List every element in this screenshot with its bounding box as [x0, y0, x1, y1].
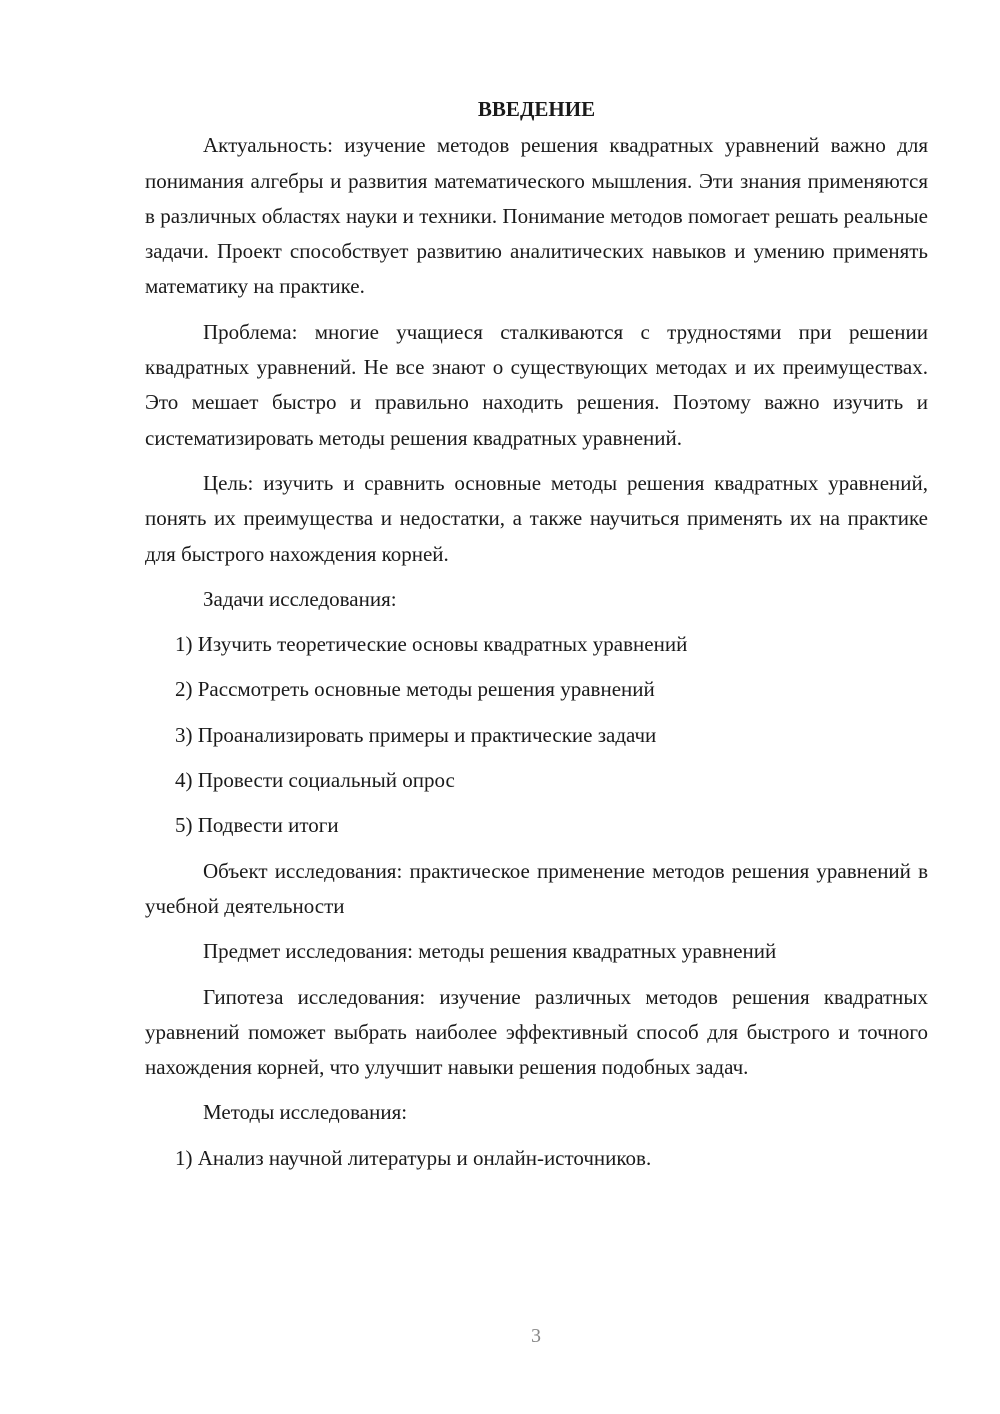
section-heading: ВВЕДЕНИЕ: [477, 97, 596, 121]
object-paragraph: Объект исследования: практическое применение методов решения уравнений в учебной деятельности: [145, 858, 928, 918]
hypothesis-paragraph: Гипотеза исследования: изучение различных методов решения квадратных уравнений поможет выбрать наиболее эффективный способ для быстрого и точного нахождения корней, что улучшит навыки решения подобных задач.: [145, 984, 928, 1080]
page-number: 3: [531, 1325, 541, 1347]
task-item: 2) Рассмотреть основные методы решения уравнений: [175, 677, 655, 702]
task-item: 3) Проанализировать примеры и практические задачи: [175, 722, 657, 747]
task-item: 5) Подвести итоги: [175, 813, 339, 838]
relevance-paragraph: Актуальность: изучение методов решения квадратных уравнений важно для понимания алгебры и развития математического мышления. Эти знания применяются в различных областях науки и техники. Понимание методов помогает решать реальные задачи. Проект способствует развитию аналитических навыков и умению применять математику на практике.: [145, 133, 928, 299]
tasks-title: Задачи исследования:: [203, 586, 397, 611]
task-item: 4) Провести социальный опрос: [175, 768, 455, 793]
document-page: [145, 92, 928, 1186]
subject-paragraph: Предмет исследования: методы решения квадратных уравнений: [203, 939, 777, 964]
method-item: 1) Анализ научной литературы и онлайн-источников.: [175, 1145, 652, 1170]
methods-title: Методы исследования:: [203, 1100, 408, 1125]
goal-paragraph: Цель: изучить и сравнить основные методы решения квадратных уравнений, понять их преимущества и недостатки, а также научиться применять их на практике для быстрого нахождения корней.: [145, 470, 928, 566]
task-item: 1) Изучить теоретические основы квадратных уравнений: [175, 632, 688, 657]
problem-paragraph: Проблема: многие учащиеся сталкиваются с трудностями при решении квадратных уравнений. Не все знают о существующих методах и их преимуществах. Это мешает быстро и правильно находить решения. Поэтому важно изучить и систематизировать методы решения квадратных уравнений.: [145, 319, 928, 450]
